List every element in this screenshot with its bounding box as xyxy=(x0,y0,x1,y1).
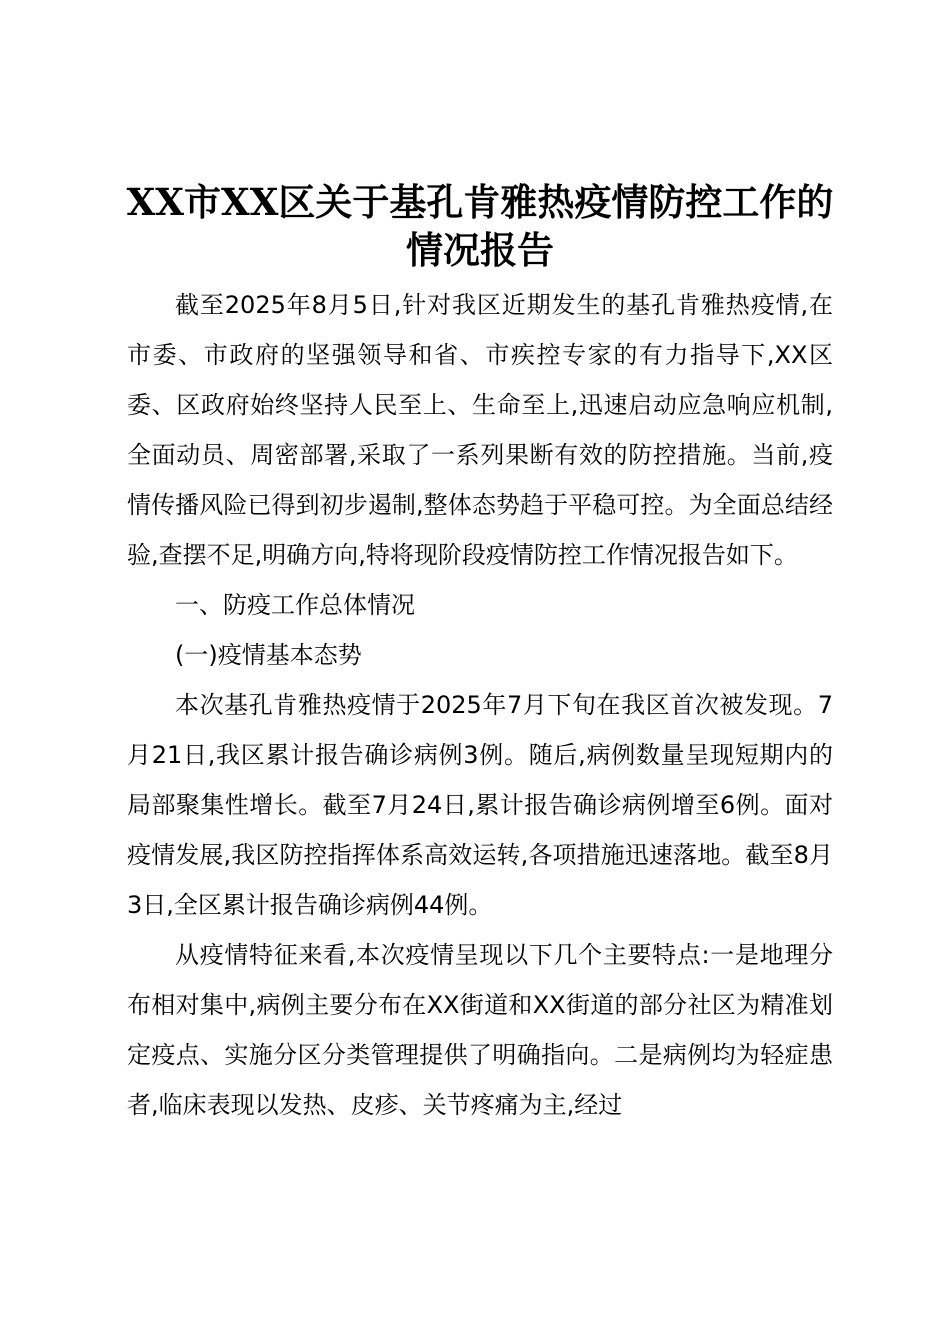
intro-paragraph: 截至2025年8月5日,针对我区近期发生的基孔肯雅热疫情,在市委、市政府的坚强领导和省、市疾控专家的有力指导下,XX区委、区政府始终坚持人民至上、生命至上,迅速启动应急响应机制,全面动员、周密部署,采取了一系列果断有效的防控措施。当前,疫情传播风险已得到初步遏制,整体态势趋于平稳可控。为全面总结经验,查摆不足,明确方向,特将现阶段疫情防控工作情况报告如下。 xyxy=(127,291,833,569)
document-body xyxy=(127,280,833,1130)
epidemic-features-paragraph: 从疫情特征来看,本次疫情呈现以下几个主要特点:一是地理分布相对集中,病例主要分布在XX街道和XX街道的部分社区为精准划定疫点、实施分区分类管理提供了明确指向。二是病例均为轻症患者,临床表现以发热、皮疹、关节疼痛为主,经过 xyxy=(127,941,833,1119)
subsection-heading-1: (一)疫情基本态势 xyxy=(175,641,362,669)
section-heading-1: 一、防疫工作总体情况 xyxy=(175,591,415,619)
epidemic-timeline-paragraph: 本次基孔肯雅热疫情于2025年7月下旬在我区首次被发现。7月21日,我区累计报告确诊病例3例。随后,病例数量呈现短期内的局部聚集性增长。截至7月24日,累计报告确诊病例增至6例。面对疫情发展,我区防控指挥体系高效运转,各项措施迅速落地。截至8月3日,全区累计报告确诊病例44例。 xyxy=(127,691,833,919)
document-title: XX市XX区关于基孔肯雅热疫情防控工作的情况报告 xyxy=(126,180,834,272)
